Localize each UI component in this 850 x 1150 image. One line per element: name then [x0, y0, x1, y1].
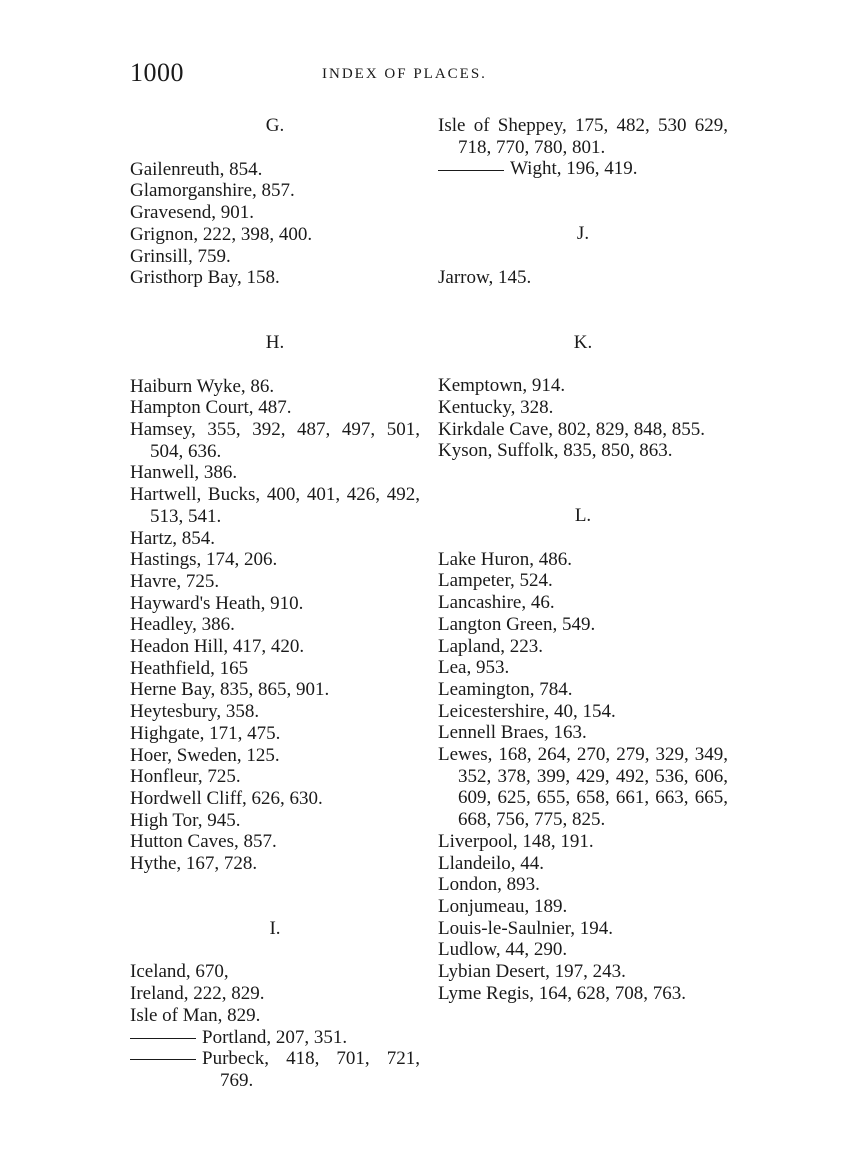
entry-text: Ireland, 222, 829.	[130, 983, 265, 1005]
index-entry	[130, 1005, 420, 1027]
section-heading: L.	[574, 505, 592, 526]
index-entry	[130, 983, 420, 1005]
entry-text: Hartz, 854.	[130, 527, 215, 549]
index-entry	[438, 679, 728, 701]
entry-text: Lea, 953.	[438, 657, 510, 679]
index-entry	[130, 202, 420, 224]
index-entry	[130, 723, 420, 745]
index-entry	[438, 853, 728, 875]
index-section	[438, 505, 728, 1004]
index-entry	[438, 918, 728, 940]
right-column	[438, 115, 728, 1004]
entry-text: Louis-le-Saulnier, 194.	[438, 917, 613, 939]
entry-text: Hamsey, 355, 392, 487, 497, 501, 504, 636.	[130, 419, 420, 462]
index-entry	[130, 614, 420, 636]
index-entry	[130, 810, 420, 832]
index-entry	[130, 571, 420, 593]
entry-text: Liverpool, 148, 191.	[438, 830, 594, 852]
index-entry	[438, 701, 728, 723]
entry-text: Lyme Regis, 164, 628, 708, 763.	[438, 982, 687, 1004]
index-entry	[130, 397, 420, 419]
entry-text: Hordwell Cliff, 626, 630.	[130, 787, 323, 809]
entry-text: Isle of Sheppey, 175, 482, 530 629, 718, 770, 780, 801.	[438, 115, 728, 158]
entry-text: Herne Bay, 835, 865, 901.	[130, 679, 330, 701]
page-number: 1000	[130, 58, 184, 87]
entry-text: Kirkdale Cave, 802, 829, 848, 855.	[438, 418, 706, 440]
index-section	[438, 332, 728, 463]
entry-text: Kentucky, 328.	[438, 396, 554, 418]
entry-text: Hythe, 167, 728.	[130, 853, 258, 875]
index-entry	[438, 267, 728, 289]
entry-text: Lewes, 168, 264, 270, 279, 329, 349, 352, 378, 399, 429, 492, 536, 606, 609, 625, 655, 658, 661, 663, 665, 668, 756, 775, 825.	[438, 744, 728, 831]
left-column	[130, 115, 420, 1092]
index-entry	[130, 636, 420, 658]
index-subentry	[130, 1027, 420, 1049]
entry-text: Wight, 196, 419.	[510, 158, 638, 180]
entry-text: Isle of Man, 829.	[130, 1004, 261, 1026]
entry-text: Grinsill, 759.	[130, 245, 231, 267]
entry-text: Lancashire, 46.	[438, 592, 555, 614]
index-section	[438, 223, 728, 288]
index-entry	[130, 484, 420, 527]
index-section	[438, 115, 728, 180]
entry-text: Hanwell, 386.	[130, 462, 238, 484]
entry-text: High Tor, 945.	[130, 809, 241, 831]
entry-text: Grignon, 222, 398, 400.	[130, 223, 313, 245]
entry-text: Kyson, Suffolk, 835, 850, 863.	[438, 440, 673, 462]
index-entry	[438, 657, 728, 679]
index-entry	[130, 462, 420, 484]
index-entry	[130, 788, 420, 810]
ditto-rule	[130, 1038, 196, 1039]
index-entry	[438, 440, 728, 462]
index-entry	[438, 983, 728, 1005]
index-entry	[438, 115, 728, 158]
index-entry	[130, 159, 420, 181]
index-entry	[438, 375, 728, 397]
index-entry	[130, 419, 420, 462]
entry-text: Lonjumeau, 189.	[438, 895, 568, 917]
entry-text: Hartwell, Bucks, 400, 401, 426, 492, 513, 541.	[130, 484, 420, 527]
entry-text: Heathfield, 165	[130, 657, 249, 679]
index-entry	[130, 549, 420, 571]
entry-text: Lennell Braes, 163.	[438, 722, 587, 744]
index-entry	[438, 722, 728, 744]
entry-text: Langton Green, 549.	[438, 613, 596, 635]
index-entry	[438, 592, 728, 614]
index-entry	[130, 593, 420, 615]
entry-text: Highgate, 171, 475.	[130, 722, 281, 744]
entry-text: Headon Hill, 417, 420.	[130, 636, 305, 658]
index-entry	[438, 939, 728, 961]
index-section	[130, 918, 420, 1092]
entry-text: Headley, 386.	[130, 614, 235, 636]
index-entry	[130, 528, 420, 550]
index-entry	[130, 246, 420, 268]
index-entry	[438, 397, 728, 419]
entry-text: Heytesbury, 358.	[130, 701, 260, 723]
index-entry	[438, 570, 728, 592]
section-heading: K.	[573, 331, 593, 353]
entry-text: Purbeck, 418, 701, 721, 769.	[202, 1048, 420, 1091]
entry-text: Portland, 207, 351.	[202, 1026, 348, 1048]
section-heading: G.	[265, 115, 285, 136]
entry-text: Honfleur, 725.	[130, 766, 241, 788]
entry-text: Lapland, 223.	[438, 635, 544, 657]
section-heading: H.	[265, 331, 285, 353]
index-entry	[438, 961, 728, 983]
entry-text: Hoer, Sweden, 125.	[130, 744, 280, 766]
index-entry	[130, 376, 420, 398]
entry-text: Hayward's Heath, 910.	[130, 592, 304, 614]
entry-text: Leicestershire, 40, 154.	[438, 700, 616, 722]
entry-text: Hampton Court, 487.	[130, 397, 292, 419]
section-heading: I.	[269, 917, 281, 939]
index-entry	[130, 180, 420, 202]
index-entry	[130, 853, 420, 875]
index-subentry	[130, 1048, 420, 1091]
index-subentry	[438, 158, 728, 180]
index-entry	[438, 614, 728, 636]
index-entry	[438, 419, 728, 441]
entry-text: Lampeter, 524.	[438, 570, 553, 592]
entry-text: Leamington, 784.	[438, 678, 573, 700]
index-entry	[438, 636, 728, 658]
index-entry	[438, 549, 728, 571]
entry-text: London, 893.	[438, 874, 540, 896]
index-entry	[130, 831, 420, 853]
entry-text: Hastings, 174, 206.	[130, 549, 278, 571]
index-entry	[438, 874, 728, 896]
page-header	[130, 58, 720, 94]
index-entry	[130, 701, 420, 723]
entry-text: Llandeilo, 44.	[438, 852, 545, 874]
entry-text: Havre, 725.	[130, 570, 220, 592]
section-heading: J.	[576, 223, 590, 245]
entry-text: Glamorganshire, 857.	[130, 180, 295, 202]
running-title: INDEX OF PLACES.	[322, 66, 487, 82]
index-entry	[130, 745, 420, 767]
index-entry	[438, 896, 728, 918]
ditto-rule	[438, 170, 504, 171]
entry-text: Lybian Desert, 197, 243.	[438, 961, 626, 983]
index-section	[130, 332, 420, 875]
ditto-rule	[130, 1059, 196, 1060]
entry-text: Gravesend, 901.	[130, 202, 254, 224]
entry-text: Gailenreuth, 854.	[130, 158, 263, 180]
entry-text: Hutton Caves, 857.	[130, 831, 277, 853]
index-entry	[130, 658, 420, 680]
entry-text: Kemptown, 914.	[438, 375, 566, 397]
index-entry	[438, 744, 728, 831]
entry-text: Lake Huron, 486.	[438, 548, 573, 570]
index-entry	[130, 267, 420, 289]
index-section	[130, 115, 420, 289]
index-entry	[130, 766, 420, 788]
entry-text: Iceland, 670,	[130, 961, 229, 983]
entry-text: Gristhorp Bay, 158.	[130, 267, 280, 289]
entry-text: Ludlow, 44, 290.	[438, 939, 568, 961]
index-entry	[438, 831, 728, 853]
index-entry	[130, 679, 420, 701]
index-entry	[130, 224, 420, 246]
index-entry	[130, 961, 420, 983]
entry-text: Haiburn Wyke, 86.	[130, 375, 275, 397]
entry-text: Jarrow, 145.	[438, 266, 532, 288]
